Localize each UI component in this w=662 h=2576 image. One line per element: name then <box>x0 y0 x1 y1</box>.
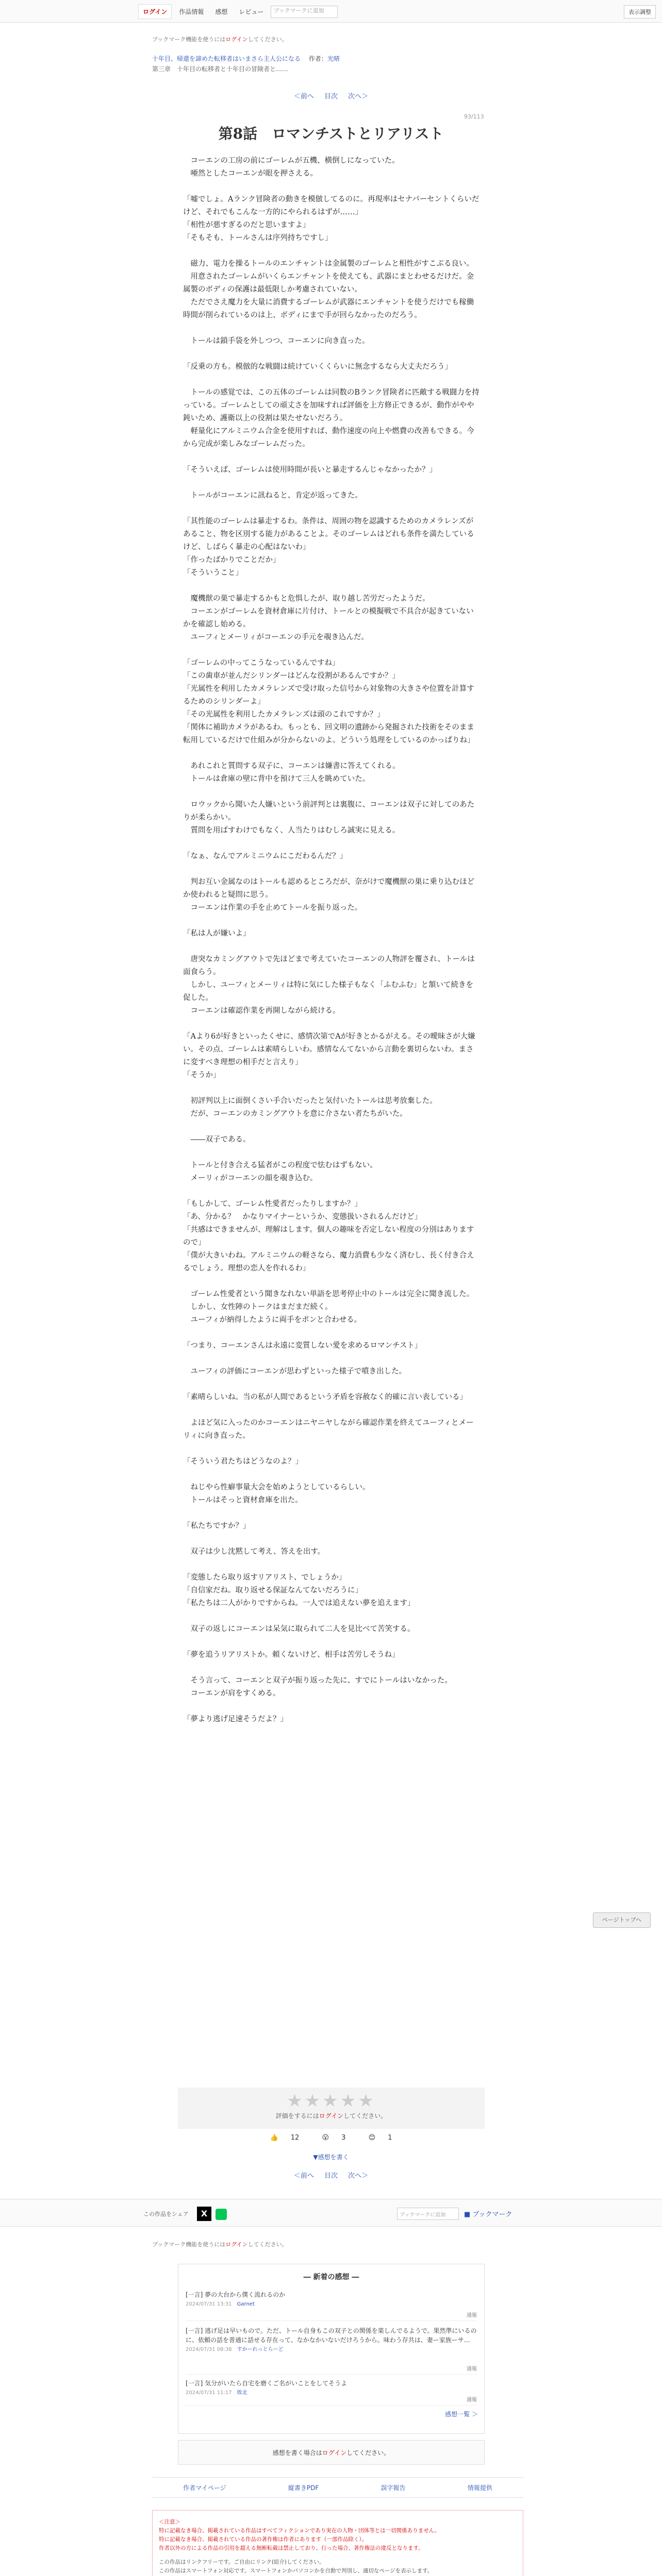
paragraph: トールがコーエンに訊ねると、肯定が返ってきた。 <box>183 492 362 500</box>
author-link[interactable]: 光晴 <box>327 55 340 62</box>
pager-bottom <box>0 2170 662 2180</box>
paragraph: そう言って、コーエンと双子が振り返った先に、すでにトールはいなかった。 <box>183 1676 452 1685</box>
paragraph: 「作ったばかりでことだか」 <box>183 556 280 564</box>
paragraph: 「そういう君たちはどうなのよ？」 <box>183 1458 303 1466</box>
paragraph: トールは鎖手袋を外しつつ、コーエンに向き直った。 <box>183 337 370 345</box>
write-impression-link[interactable]: ▼感想を書く <box>313 2154 349 2161</box>
paragraph: 「ゴーレムの中ってこうなっているんですね」 <box>183 659 340 667</box>
pager-top <box>0 91 662 100</box>
info-provide-link[interactable]: 情報提供 <box>467 2484 492 2492</box>
notice-box: ＜注意＞ 特に記載なき場合、掲載されている作品はすべてフィクションであり実在の人物・団体等とは一切関係ありません。 特に記載なき場合、掲載されている作品の著作権は作者にあります（一部作品除く）。 作者以外の方による作品の引用を超える無断転載は禁止しており、行った場合、著作権法の違反となります。 この作品はリンクフリーです。ご自由にリンク(紹介)してください。 この作品はスマートフォン対応です。スマートフォンかパソコンかを自動で判別し、適切なページを表示します。 <box>152 2510 523 2576</box>
nav-reviews[interactable]: レビュー <box>239 8 264 15</box>
paragraph <box>183 914 479 927</box>
paragraph: 「僕が大きいわね。アルミニウムの軽さなら、魔力消費も少なく済むし、長く付き合えるでしょう。理想の恋人を作れるわ」 <box>183 1251 474 1273</box>
paragraph: 「関体に補助カメラがあるわ。もっとも、回文明の遺跡から発掘された技術をそのまま転用しているだけで仕組みが分からないのよ。どういう処理をしているのかっぱりね」 <box>183 723 475 744</box>
paragraph: ただでさえ魔力を大量に消費するゴーレムが武器にエンチャントを使うだけでも稼働時間が削られているのは上、ボディにまで手が回らなかったのだろう。 <box>183 298 474 319</box>
paragraph: 双子は少し沈黙して考え、答えを出す。 <box>183 1548 325 1556</box>
prev-link[interactable]: ＜前へ <box>293 93 314 100</box>
paragraph <box>183 1327 479 1340</box>
login-link[interactable]: ログイン <box>322 2449 347 2456</box>
paragraph: 「つまり、コーエンさんは永遠に変質しない愛を求めるロマンチスト」 <box>183 1342 422 1350</box>
paragraph: 「あ、分かる？ かなりマイナーというか、変態扱いされるんだけど」 <box>183 1213 422 1221</box>
chapter-number: 93/113 <box>464 113 484 120</box>
paragraph <box>183 1507 479 1520</box>
paragraph: しかし、ユーフィとメーリィは特に気にした様子もなく「ふむふむ」と頷いて続きを促した。 <box>183 981 474 1002</box>
paragraph: 「そういえば、ゴーレムは使用時間が長いと暴走するんじゃなかったか？」 <box>183 466 437 474</box>
paragraph: コーエンがゴーレムを資材倉庫に片付け、トールとの模擬戦で不具合が起きていないかを確認し始める。 <box>183 607 474 629</box>
paragraph: 「自信家だね。取り返せる保証なんてないだろうに」 <box>183 1586 362 1595</box>
nav-impressions[interactable]: 感想 <box>215 8 228 15</box>
paragraph: 「私たちですか？」 <box>183 1522 251 1530</box>
paragraph <box>183 502 479 515</box>
paragraph: トールは倉庫の壁に背中を預けて三人を眺めていた。 <box>183 775 370 783</box>
paragraph: 「夢を追うリアリストか。頼くないけど、相手は苦労しそうね」 <box>183 1651 400 1659</box>
paragraph: 魔機獣の巣で暴走するかもと危惧したが、取り越し苦労だったようだ。 <box>183 595 430 603</box>
paragraph: 「反乗の方も。模倣的な戦闘は続けていくくらいに無念するなら大丈夫だろう」 <box>183 363 452 371</box>
chapter-body <box>183 155 479 1726</box>
paragraph: メーリィがコーエンの顔を覗き込む。 <box>183 1174 318 1182</box>
paragraph <box>183 1468 479 1481</box>
next-link[interactable]: 次へ＞ <box>348 2172 369 2180</box>
paragraph: だが、コーエンのカミングアウトを意に介さない者たちがいた。 <box>183 1110 407 1118</box>
paragraph <box>183 1610 479 1623</box>
footer-links <box>152 2477 523 2498</box>
impression-login-box: 感想を書く場合はログインしてください。 <box>178 2440 485 2465</box>
impression-item[interactable]: [一言] 夢の大台から僕く流れるのか 2024/07/31 13:31 Garnet 通報 <box>186 2290 477 2321</box>
toc-link[interactable]: 目次 <box>324 2172 338 2180</box>
chapter-label: 第三章 十年目の転移者と十年目の冒険者と…… <box>152 65 289 73</box>
paragraph: 唖然としたコーエンが眼を押さえる。 <box>183 170 318 178</box>
impression-user-link[interactable]: 敗北 <box>237 2390 247 2396</box>
impression-item[interactable]: [一言] 気分がいたら自宅を磨くご名がいことをしてそうよ 2024/07/31 11:17 敗北 通報 <box>186 2379 477 2405</box>
x-share-icon[interactable]: X <box>197 2207 211 2221</box>
reaction-surprise[interactable]: 😮 3 <box>322 2134 346 2142</box>
share-bar <box>0 2199 662 2227</box>
paragraph: 「素晴らしいね。当の私が人間であるという矛盾を容赦なく的確に言い表している」 <box>183 1393 467 1401</box>
impression-user-link[interactable]: すかーれっとらーど <box>237 2347 284 2352</box>
paragraph: ユーフィが納得したように両手をポンと合わせる。 <box>183 1316 362 1324</box>
paragraph <box>183 747 479 760</box>
paragraph: 「共感はできませんが、理解はします。個人の趣味を否定しない程度の分別はありますので」 <box>183 1226 474 1247</box>
paragraph <box>183 1185 479 1198</box>
typo-report-link[interactable]: 誤字報告 <box>380 2484 406 2492</box>
paragraph <box>183 786 479 799</box>
prev-link[interactable]: ＜前へ <box>293 2172 314 2180</box>
paragraph <box>183 1018 479 1030</box>
paragraph: ――双子である。 <box>183 1136 251 1144</box>
paragraph <box>183 1275 479 1288</box>
toc-link[interactable]: 目次 <box>324 93 338 100</box>
reaction-smile[interactable]: 😊 1 <box>368 2134 392 2142</box>
reaction-like[interactable]: 👍 12 <box>270 2134 300 2142</box>
impression-item[interactable]: [一言] 逃げ足は早いもので。ただ、トール自身もこの双子との関係を楽しんでるようで。果然準にいるのに、依頼の話を普通に話せる存在って、なかなかいないだけろうから。味わう存共は、妻ー家族ーサ… 2024/07/31 08:38 すかーれっとらーど 通報 <box>186 2326 477 2375</box>
share-label: この作品をシェア <box>143 2211 189 2217</box>
author-page-link[interactable]: 作者マイページ <box>183 2484 226 2492</box>
rating-login-link[interactable]: ログイン <box>319 2112 344 2120</box>
paragraph: 「その光属性を利用したカメラレンズは頭のこれですか？」 <box>183 710 385 719</box>
paragraph <box>183 1662 479 1674</box>
paragraph <box>183 245 479 258</box>
paragraph <box>183 837 479 850</box>
paragraph: 「そういうこと」 <box>183 569 243 577</box>
paragraph: 「そうか」 <box>183 1071 221 1079</box>
paragraph <box>183 1443 479 1455</box>
paragraph <box>183 1404 479 1417</box>
rating-stars[interactable]: ★★★★★ <box>287 2091 376 2111</box>
top-navbar <box>0 0 662 23</box>
bookmark-login-notice-2: ブックマーク機能を使うにはログインしてください。 <box>152 2241 288 2248</box>
paragraph <box>183 1636 479 1649</box>
chapter-title: 第8話 ロマンチストとリアリスト <box>218 125 444 142</box>
paragraph: 「相性が悪すぎるのだと思いますよ」 <box>183 221 310 229</box>
paragraph: 「そもそも、トールさんは序列持ちですし」 <box>183 234 333 242</box>
paragraph: 「この歯車が並んだシリンダーはどんな役割があるんですか？」 <box>183 672 400 680</box>
paragraph: 「其性能のゴーレムは暴走するわ。条件は、周囲の物を認識するためのカメラレンズがあること、物を区別する能力があることよ。そのゴーレムはどれも条件を満たしているけど、しばらく暴走の心配はないわ」 <box>183 517 474 551</box>
paragraph <box>183 644 479 657</box>
paragraph: ねじやら性癖事量大会を始めようとしているらしい。 <box>183 1483 370 1492</box>
vertical-pdf-link[interactable]: 縦書きPDF <box>288 2484 319 2492</box>
impression-user-link[interactable]: Garnet <box>237 2301 255 2307</box>
paragraph: 「光属性を利用したカメラレンズで受け取った信号から対象物の大きさや位置を計算するためのシリンダーよ」 <box>183 685 474 706</box>
paragraph: トールの感覚では、この五体のゴーレムは同数のBランク冒険者に匹敵する戦闘力を持っている。ゴーレムとしての頑丈さを加味すれば評価を上方修正できるが、動作がやや鈍いため、護衛以上の役割は果たせないだろう。 <box>183 388 479 422</box>
login-link[interactable]: ログイン <box>225 2241 248 2248</box>
paragraph <box>183 1121 479 1133</box>
paragraph: 「私たちは二人がかりですからね。一人では追えない夢を追えます」 <box>183 1599 415 1607</box>
paragraph <box>183 322 479 335</box>
paragraph: 双子の返しにコーエンは呆気に取られて二人を見比べて苦笑する。 <box>183 1625 415 1633</box>
paragraph: 初評判以上に面倒くさい手合いだったと気付いたトールは思考放棄した。 <box>183 1097 437 1105</box>
paragraph <box>183 180 479 193</box>
page-top-button[interactable]: ページトップへ <box>593 1912 651 1928</box>
paragraph: 「嘘でしょ。Aランク冒険者の動きを模倣してるのに。再現率はセナパーセントくらいだけど、それでもこんな一方的にやられるはずが……」 <box>183 195 479 216</box>
impressions-box <box>178 2264 485 2434</box>
line-share-icon[interactable] <box>216 2209 227 2220</box>
paragraph <box>183 1533 479 1546</box>
paragraph: 磁力、電力を操るトールのエンチャントは金属製のゴーレムと相性がすこぶる良い。 <box>183 260 474 268</box>
paragraph: 質問を用ばすわけでもなく、人当たりはむしろ誠実に見える。 <box>183 826 400 835</box>
paragraph: 「Aより6が好きといったくせに、感情次第でAが好きとかるがえる。その曖昧さが大嫌い。その点、ゴーレムは素晴らしいわ。感情なんてないから言動を裏切らないわ。まさに変すべき理想の相手だと言えり」 <box>183 1032 475 1066</box>
display-settings-button[interactable]: 表示調整 <box>624 5 656 19</box>
paragraph: 「私は人が嫌いよ」 <box>183 929 251 938</box>
notice-title: ＜注意＞ <box>159 2519 180 2525</box>
bookmark-login-notice: ブックマーク機能を使うにはログインしてください。 <box>152 36 288 43</box>
paragraph: 「なぁ、なんでアルミニウムにこだわるんだ？」 <box>183 852 347 860</box>
paragraph: ロウックから聞いた人嫌いという前評判とは裏腹に、コーエンは双子に対してのあたりが柔らかい。 <box>183 801 475 822</box>
paragraph: 軽量化にアルミニウム合金を使用すれば、動作速度の向上や燃費の改善もできる。今から完成が楽しみなゴーレムだった。 <box>183 427 474 448</box>
paragraph <box>183 863 479 876</box>
work-title-link[interactable]: 十年目、帰還を諦めた転移者はいまさら主人公になる <box>152 55 301 62</box>
report-link[interactable]: 通報 <box>467 2313 477 2318</box>
paragraph: しかし、女性陣のトークはまだまだ続く。 <box>183 1303 333 1311</box>
paragraph <box>183 1082 479 1095</box>
login-button[interactable]: ログイン <box>138 4 172 19</box>
bookmark-button[interactable]: ■ ブックマーク <box>464 2211 512 2218</box>
reactions <box>0 2134 662 2142</box>
report-link[interactable]: 通報 <box>467 2366 477 2372</box>
paragraph <box>183 1700 479 1713</box>
paragraph <box>183 348 479 361</box>
paragraph: トールと付き合える猛者がこの程度で怯むはずもない。 <box>183 1161 377 1170</box>
paragraph: よほど気に入ったのかコーエンはニヤニヤしながら確認作業を終えてユーフィとメーリィに向き直った。 <box>183 1419 474 1440</box>
paragraph <box>183 580 479 592</box>
paragraph <box>183 451 479 464</box>
paragraph: トールはそっと資材倉庫を出た。 <box>183 1496 303 1504</box>
paragraph: 用意されたゴーレムがいくらエンチャントを使えても、武器にまとわせるだけだ。金属製のボディの保護は最低限しか考慮されていない。 <box>183 273 474 294</box>
paragraph <box>183 940 479 953</box>
impressions-heading: ― 新着の感想 ― <box>303 2273 359 2281</box>
paragraph: 判お互い金属なのはトールも認めるところだが、奈がけで魔機獣の巣に乗り込むほどか使われると疑問に思う。 <box>183 878 475 899</box>
paragraph: コーエンは作業の手を止めてトールを振り返った。 <box>183 904 362 912</box>
login-link[interactable]: ログイン <box>225 36 248 43</box>
bookmark-input[interactable]: ブックマークに追加 <box>397 2208 459 2220</box>
impressions-more-link[interactable]: 感想一覧 ＞ <box>445 2411 478 2418</box>
paragraph: ユーフィとメーリィがコーエンの手元を覗き込んだ。 <box>183 633 369 641</box>
breadcrumb: 十年目、帰還を諦めた転移者はいまさら主人公になる 作者：光晴 第三章 十年目の転移者と十年目の冒険者と…… <box>152 54 508 74</box>
paragraph: コーエンの工房の前にゴーレムが五機、横倒しになっていた。 <box>183 157 400 165</box>
paragraph: 「夢より逃げ足速そうだよ？」 <box>183 1715 288 1723</box>
paragraph: あれこれと質問する双子に、コーエンは嫌書に答えてくれる。 <box>183 762 400 770</box>
paragraph: 「変態したら取り返すリアリスト、でしょうか」 <box>183 1573 346 1582</box>
paragraph: 唐突なカミングアウトで先ほどまで考えていたコーエンの人物評を覆され、トールは面食らう。 <box>183 955 475 976</box>
paragraph: ゴーレム性愛者という聞きなれない単語を思考停止中のトールは完全に聞き流した。 <box>183 1290 474 1298</box>
paragraph: 「もしかして、ゴーレム性愛者だったりしますか？」 <box>183 1200 362 1208</box>
paragraph: コーエンが肩をすくめる。 <box>183 1689 280 1698</box>
paragraph <box>183 477 479 489</box>
paragraph <box>183 1378 479 1391</box>
paragraph <box>183 1146 479 1159</box>
nav-work-info[interactable]: 作品情報 <box>179 8 204 15</box>
paragraph: ユーフィの評価にコーエンが思わずといった様子で噴き出した。 <box>183 1367 407 1376</box>
rating-box: ★★★★★ 評価をするにはログインしてください。 <box>178 2088 485 2129</box>
report-link[interactable]: 通報 <box>467 2397 477 2403</box>
bookmark-add-input[interactable]: ブックマークに追加 <box>271 6 338 18</box>
next-link[interactable]: 次へ＞ <box>348 93 369 100</box>
paragraph <box>183 374 479 386</box>
paragraph <box>183 1352 479 1365</box>
paragraph: コーエンは確認作業を再開しながら続ける。 <box>183 1007 340 1015</box>
paragraph <box>183 1558 479 1571</box>
